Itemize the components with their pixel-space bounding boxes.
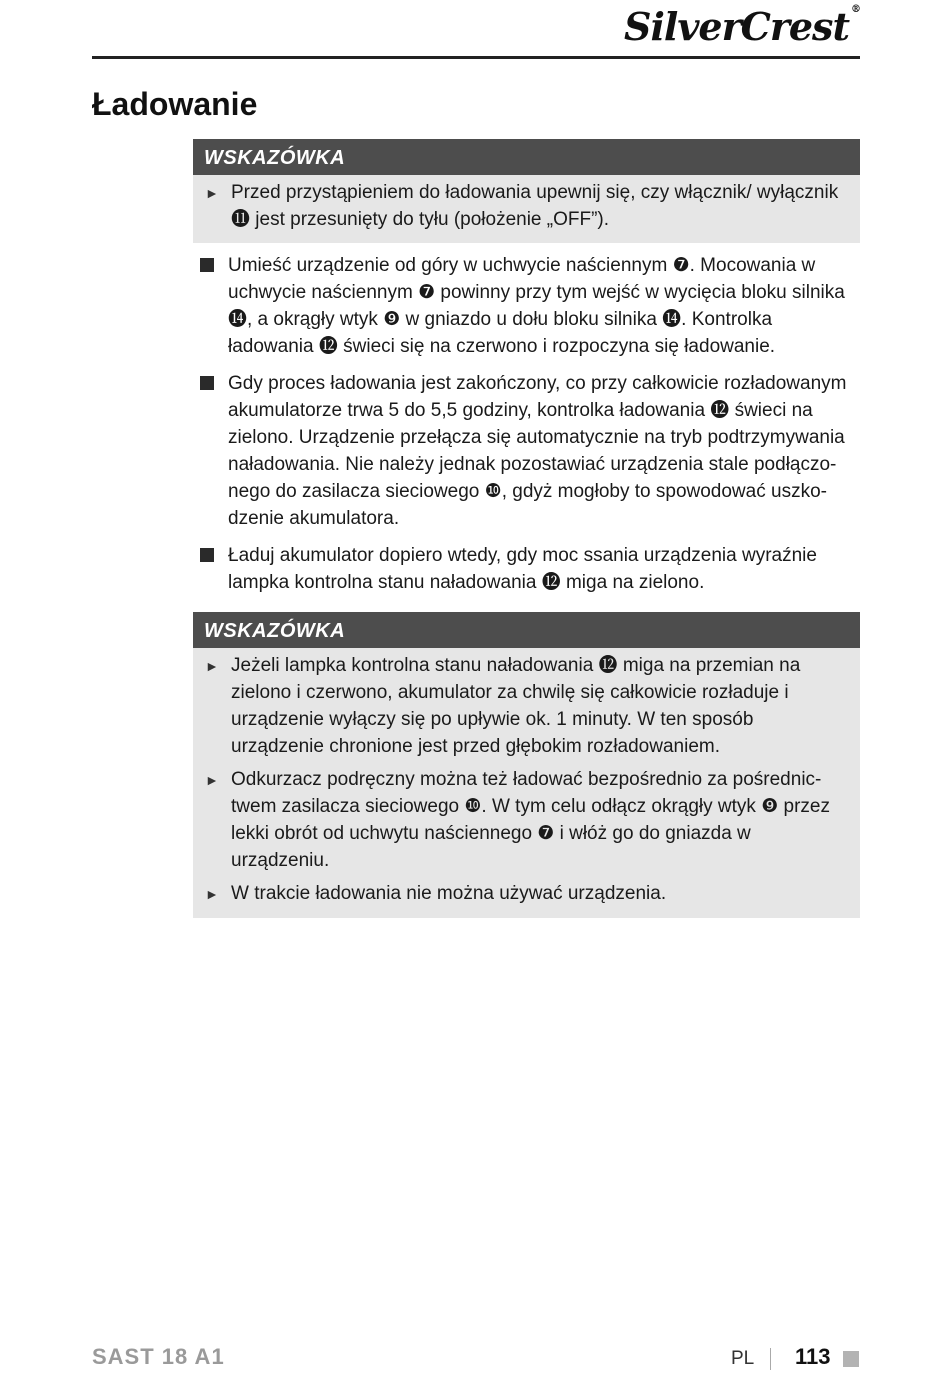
note-box-2 bbox=[193, 612, 860, 918]
square-bullet-icon bbox=[200, 252, 228, 360]
arrow-bullet-icon: ► bbox=[205, 658, 219, 674]
note-box-1 bbox=[193, 139, 860, 243]
note-item: ► Przed przystąpieniem do ładowania upewnij się, czy włącznik/ wyłącznik ⓫ jest przesunięty do tyłu (położenie „OFF”). bbox=[205, 179, 848, 233]
note-heading: WSKAZÓWKA bbox=[193, 612, 860, 648]
arrow-bullet-icon: ► bbox=[205, 185, 219, 201]
footer-divider bbox=[770, 1348, 771, 1370]
header-rule bbox=[92, 56, 860, 59]
square-bullet-icon bbox=[200, 370, 228, 532]
brand-logo: SilverCrest ® bbox=[624, 4, 860, 49]
page-marker-icon bbox=[843, 1351, 859, 1367]
note-item: ► Odkurzacz podręczny można też ładować bezpośrednio za pośrednictwem zasilacza sieciowego ❿. W tym celu odłącz okrągły wtyk ❾ przez lekki obrót od uchwytu naściennego ❼ i włóż go do gniazda w urządzeniu. bbox=[205, 766, 848, 874]
arrow-bullet-icon: ► bbox=[205, 886, 219, 902]
square-bullet-icon bbox=[200, 542, 228, 596]
steps-list bbox=[200, 252, 860, 606]
list-item: Ładuj akumulator dopiero wtedy, gdy moc ssania urządzenia wyraźnie lampka kontrolna stanu naładowania ⓬ miga na zielono. bbox=[200, 542, 860, 596]
arrow-bullet-icon: ► bbox=[205, 772, 219, 788]
footer-language: PL bbox=[731, 1348, 755, 1369]
note-item: ► W trakcie ładowania nie można używać urządzenia. bbox=[205, 880, 848, 908]
page-title: Ładowanie bbox=[92, 86, 258, 122]
note-heading: WSKAZÓWKA bbox=[193, 139, 860, 175]
page-number: 113 bbox=[795, 1344, 831, 1369]
list-item: Gdy proces ładowania jest zakończony, co przy całkowicie rozładowanym akumulatorze trwa 5 do 5,5 godziny, kontrolka ładowania ⓬ świeci na zielono. Urządzenie przełącza się automatycznie na tryb podtrzymywania naładowania. Nie należy jednak pozostawiać urządzenia stale podłączonego do zasilacza sieciowego ❿, gdyż mogłoby to spowodować uszkodzenie akumulatora. bbox=[200, 370, 860, 532]
footer-model: SAST 18 A1 bbox=[92, 1344, 225, 1369]
list-item: Umieść urządzenie od góry w uchwycie naściennym ❼. Mocowania w uchwycie naściennym ❼ powinny przy tym wejść w wycięcia bloku silnika ⓮, a okrągły wtyk ❾ w gniazdo u dołu bloku silnika ⓮. Kontrolka ładowania ⓬ świeci się na czerwono i rozpoczyna się ładowanie. bbox=[200, 252, 860, 360]
note-item: ► Jeżeli lampka kontrolna stanu naładowania ⓬ miga na przemian na zielono i czerwono, akumulator za chwilę się całkowicie rozładuje i urządzenie wyłączy się po upływie ok. 1 minuty. W ten sposób urządzenie chronione jest przed głębokim rozładowaniem. bbox=[205, 652, 848, 760]
